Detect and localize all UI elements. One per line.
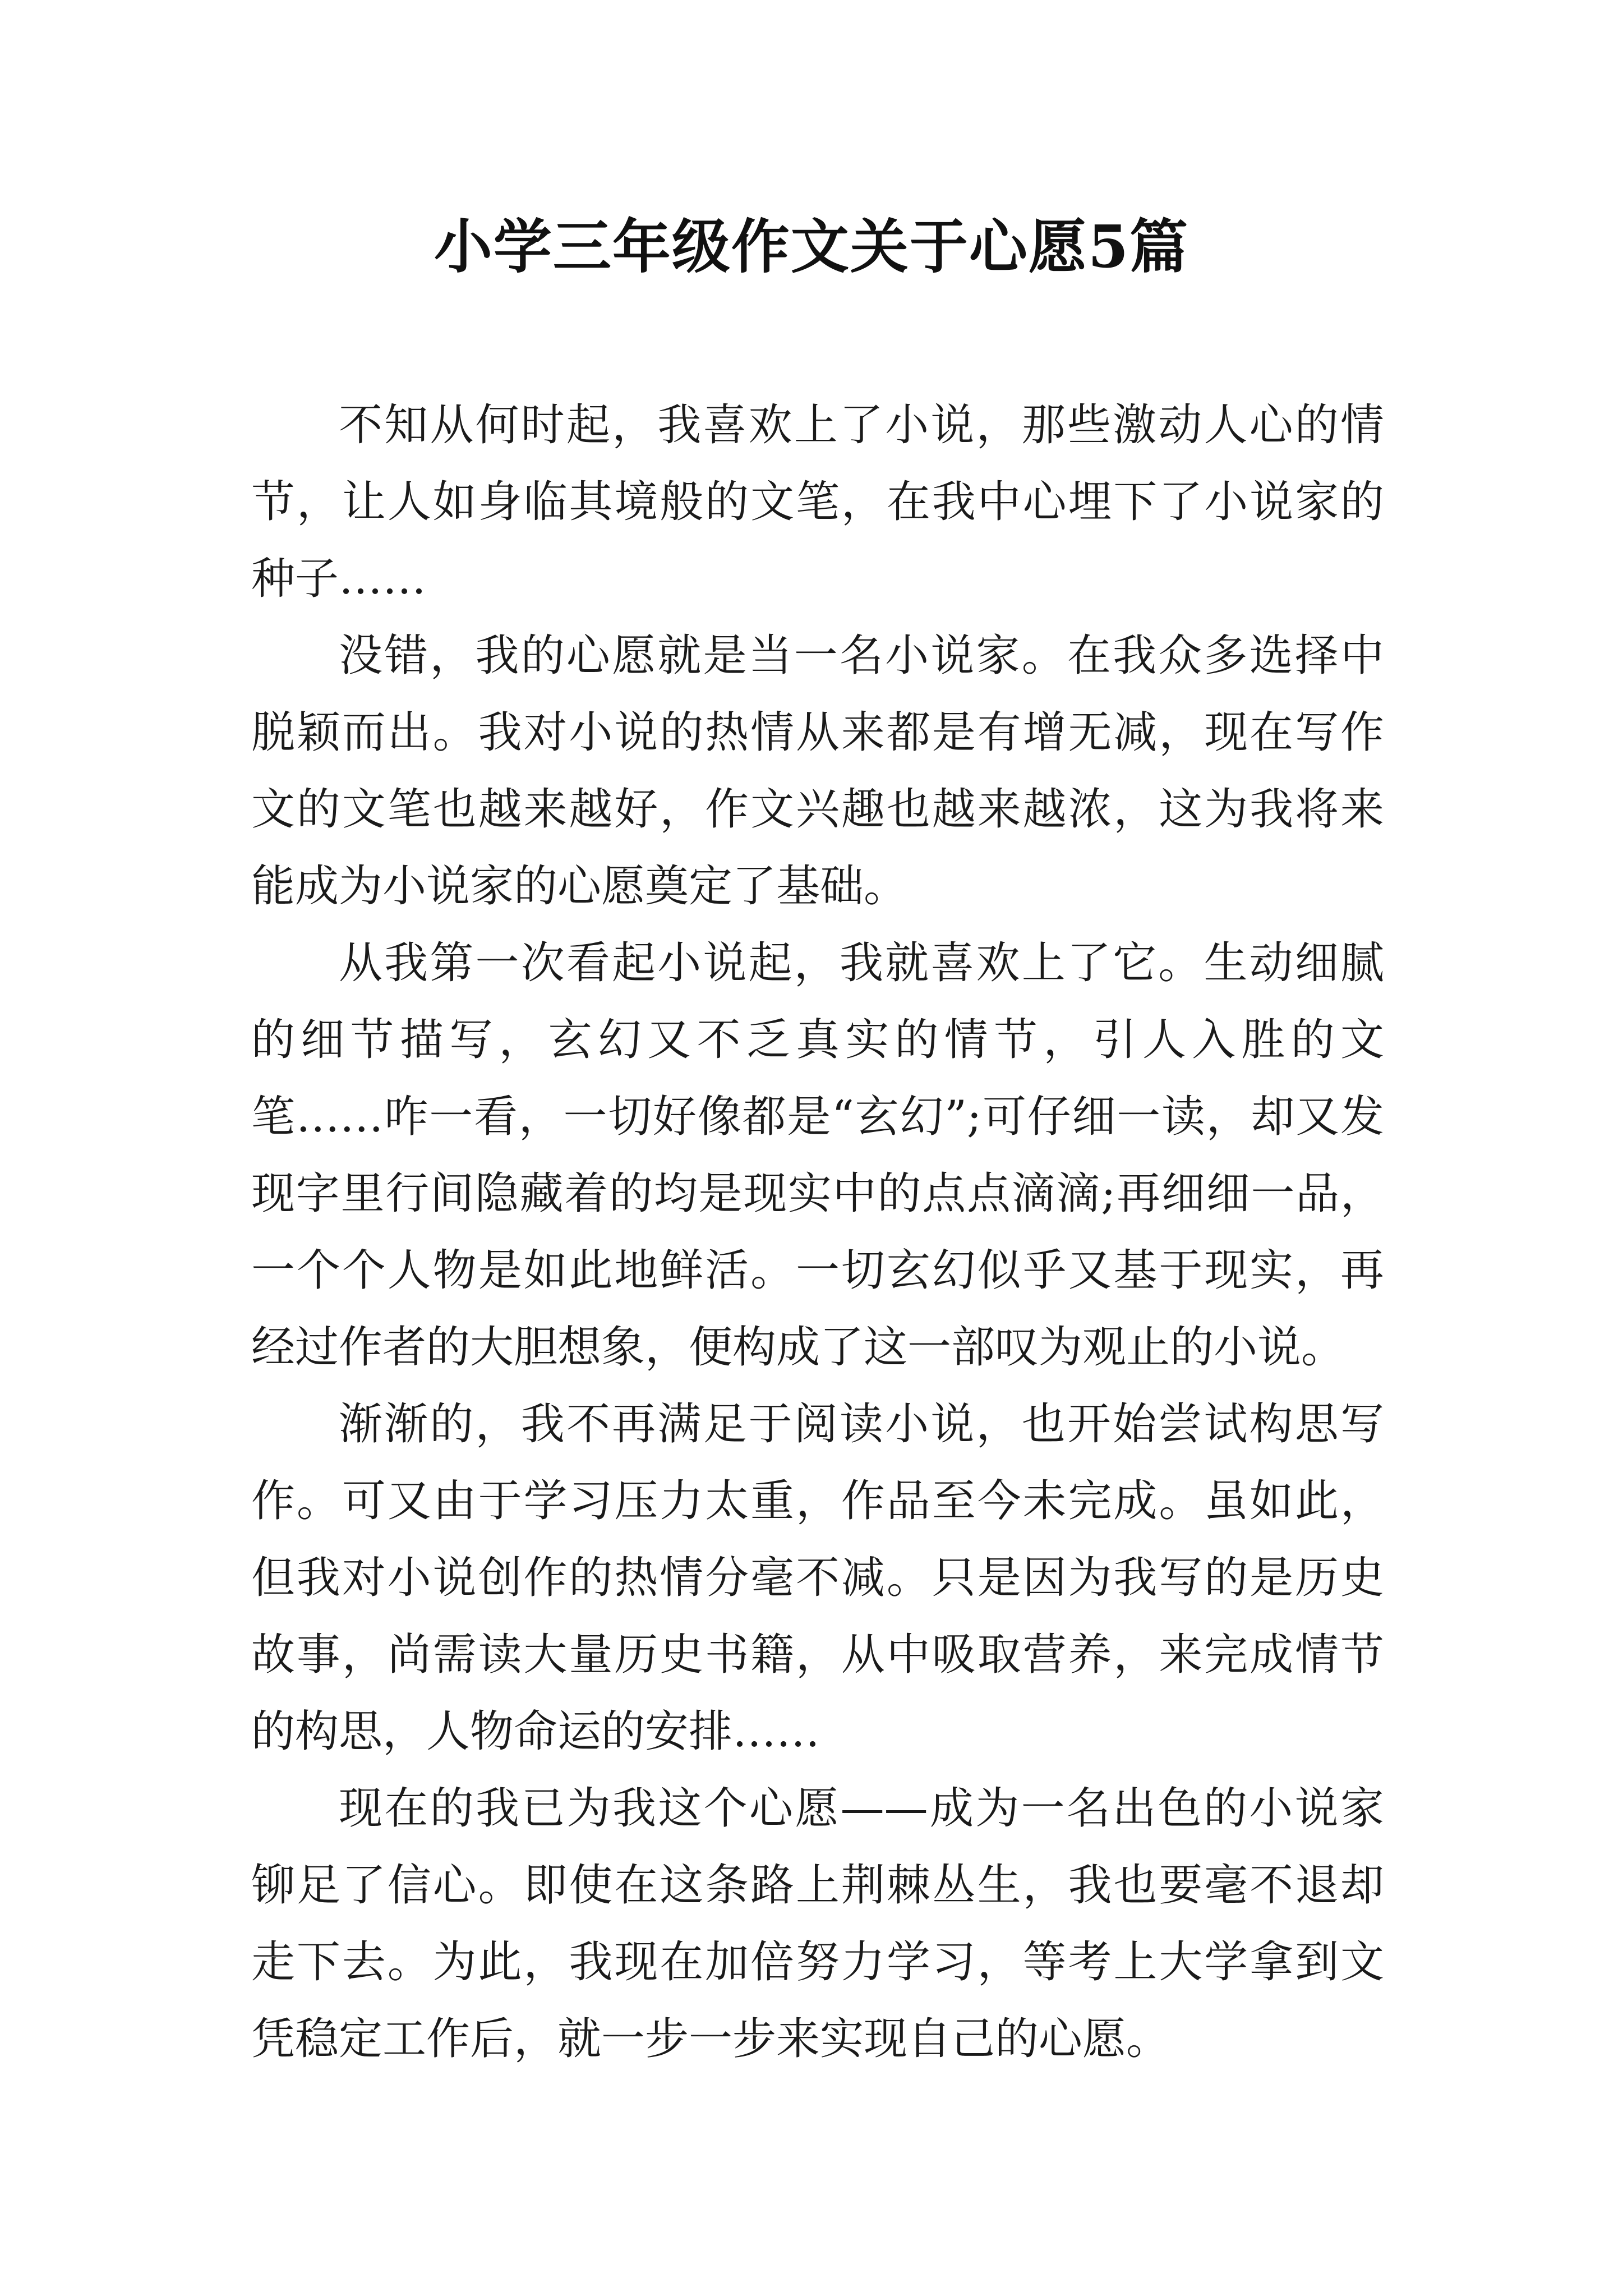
paragraph-1: 不知从何时起，我喜欢上了小说，那些激动人心的情节，让人如身临其境般的文笔，在我中心埋下了小说家的种子…… xyxy=(251,400,1384,604)
paragraph-4: 渐渐的，我不再满足于阅读小说，也开始尝试构思写作。可又由于学习压力太重，作品至今未完成。虽如此，但我对小说创作的热情分毫不减。只是因为我写的是历史故事，尚需读大量历史书籍，从中吸取营养，来完成情节的构思，人物命运的安排…… xyxy=(251,1399,1384,1757)
paragraph-3: 从我第一次看起小说起，我就喜欢上了它。生动细腻的细节描写，玄幻又不乏真实的情节，引人入胜的文笔……咋一看，一切好像都是“玄幻”;可仔细一读，却又发现字里行间隐藏着的均是现实中的点点滴滴;再细细一品，一个个人物是如此地鲜活。一切玄幻似乎又基于现实，再经过作者的大胆想象，便构成了这一部叹为观止的小说。 xyxy=(251,938,1384,1373)
document-body xyxy=(251,387,1384,2078)
document-title: 小学三年级作文关于心愿5篇 xyxy=(434,212,1189,281)
paragraph-5: 现在的我已为我这个心愿——成为一名出色的小说家铆足了信心。即使在这条路上荆棘丛生，我也要毫不退却走下去。为此，我现在加倍努力学习，等考上大学拿到文凭稳定工作后，就一步一步来实现自己的心愿。 xyxy=(251,1783,1384,2064)
paragraph-2: 没错，我的心愿就是当一名小说家。在我众多选择中脱颖而出。我对小说的热情从来都是有增无减，现在写作文的文笔也越来越好，作文兴趣也越来越浓，这为我将来能成为小说家的心愿奠定了基础。 xyxy=(251,631,1384,912)
